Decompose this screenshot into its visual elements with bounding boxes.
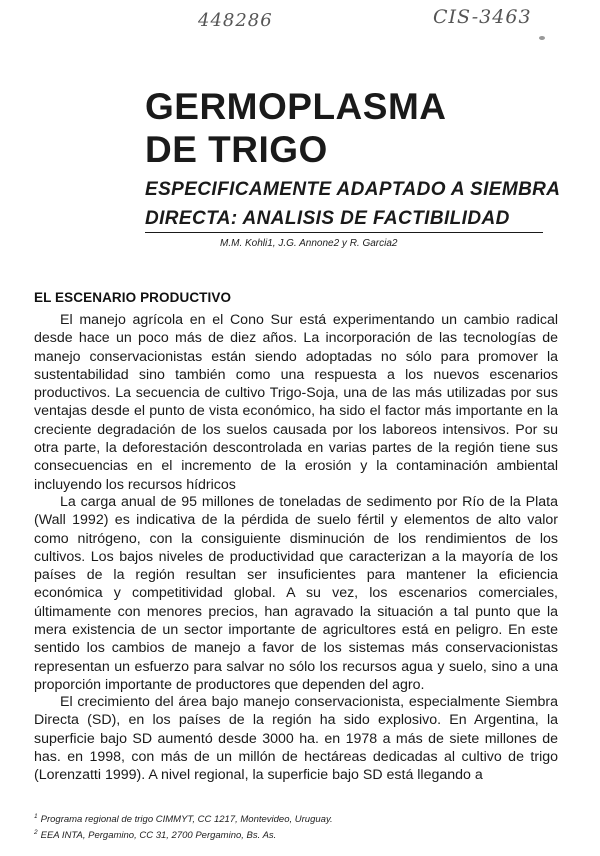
paragraph-3: El crecimiento del área bajo manejo conservacionista, especialmente Siembra Directa (SD), en los países de la región ha sido explosivo. En Argentina, la superficie bajo SD aumentó desde 3000 ha. en 1978 a más de siete millones de has. en 1998, con más de un millón de hectáreas dedicadas al cultivo de trigo (Lorenzatti 1999). A nivel regional, la superficie bajo SD está llegando a bbox=[34, 694, 558, 784]
footnote-text: Programa regional de trigo CIMMYT, CC 1217, Montevideo, Uruguay. bbox=[40, 814, 333, 826]
title-line-1: GERMOPLASMA bbox=[145, 86, 447, 127]
handwritten-number-left: 448286 bbox=[198, 10, 273, 31]
title-line-2: DE TRIGO bbox=[145, 129, 328, 170]
subtitle-underline bbox=[145, 232, 543, 233]
footnotes bbox=[34, 810, 574, 842]
footnote-mark: 1 bbox=[34, 813, 38, 820]
subtitle-line-1: ESPECIFICAMENTE ADAPTADO A SIEMBRA bbox=[145, 179, 561, 200]
scan-speck bbox=[539, 36, 545, 40]
footnote-mark: 2 bbox=[34, 829, 38, 837]
footnote-text: EEA INTA, Pergamino, CC 31, 2700 Pergamino, Bs. As. bbox=[40, 830, 277, 842]
paragraph-2: La carga anual de 95 millones de toneladas de sedimento por Río de la Plata (Wall 1992) es indicativa de la pérdida de suelo fértil y elementos de alto valor como nitrógeno, con la consiguiente disminución de los rendimientos de los cultivos. Los bajos niveles de productividad que caracterizan a la mayoría de los países de la región resultan ser insuficientes para mantener la eficiencia económica y competitividad global. A su vez, los escenarios comerciales, últimamente con menores precios, han agravado la situación a tal punto que la mera existencia de un sector importante de agricultores está en peligro. En este sentido los cambios de manejo a favor de los sistemas más conservacionistas representan un esfuerzo para salvar no sólo los recursos agua y suelo, sino a una proporción importante de productores que dependen del agro. bbox=[34, 494, 558, 693]
subtitle-line-2: DIRECTA: ANALISIS DE FACTIBILIDAD bbox=[145, 208, 510, 229]
paragraph-1: El manejo agrícola en el Cono Sur está experimentando un cambio radical desde hace un poco más de diez años. La incorporación de las tecnologías de manejo conservacionistas están siendo adoptadas no sólo para promover la sustentabilidad sino también como una respuesta a los nuevos escenarios productivos. La secuencia de cultivo Trigo-Soja, una de las más utilizadas por sus ventajas desde el punto de vista económico, ha sido el factor más importante en la creciente degradación de los suelos causada por los laboreos intensivos. Por su otra parte, la deforestación descontrolada en varias partes de la región tiene sus consecuencias en el incremento de la erosión y la contaminación ambiental incluyendo los recursos hídricos bbox=[34, 312, 558, 493]
footnote-2 bbox=[34, 826, 574, 842]
handwritten-catalog-number: CIS-3463 bbox=[433, 6, 532, 28]
authors-line: M.M. Kohli1, J.G. Annone2 y R. Garcia2 bbox=[220, 238, 398, 249]
section-heading: EL ESCENARIO PRODUCTIVO bbox=[34, 290, 232, 305]
footnote-1 bbox=[34, 810, 574, 826]
